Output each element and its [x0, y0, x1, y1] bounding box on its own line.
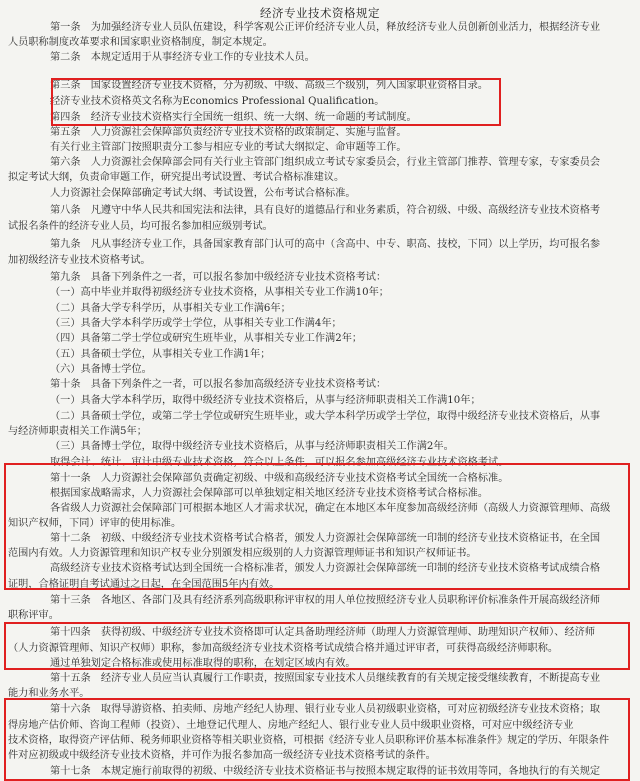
text-line: 试报名条件的经济专业人员，均可报名参加相应级别考试。 [8, 221, 273, 232]
text-line: 人力资源社会保障部确定考试大纲、考试设置，公布考试合格标准。 [50, 188, 356, 199]
document-title: 经济专业技术资格规定 [260, 6, 380, 20]
text-line: （一）具备大学本科学历，取得中级经济专业技术资格后，从事与经济师职责相关工作满10年； [50, 395, 481, 406]
text-line: 拟定考试大纲，负责命审题工作，研究提出考试设置、考试合格标准建议。 [8, 172, 345, 183]
text-line: 有关行业主管部门按照职责分工参与相应专业的考试大纲拟定、命审题等工作。 [50, 142, 407, 153]
text-line: 职称评审。 [8, 610, 59, 621]
text-line: 各省级人力资源社会保障部门可根据本地区人才需求状况，确定在本地区本年度参加高级经济师（高级人力资源管理师、高级 [50, 503, 611, 514]
text-line: 第九条 凡从事经济专业工作，具备国家教育部门认可的高中（含高中、中专、职高、技校，下同）以上学历，均可报名参 [50, 239, 601, 250]
text-line: 第十四条 获得初级、中级经济专业技术资格即可认定具备助理经济师（助理人力资源管理师、助理知识产权师）、经济师 [50, 627, 596, 638]
text-line: 经济专业技术资格英文名称为Economics Professional Qualification。 [50, 96, 385, 107]
text-line: 第十七条 本规定施行前取得的初级、中级经济专业技术资格证书与按照本规定取得的证书效用等同，各地执行的有关规定 [50, 766, 601, 777]
text-line: 知识产权师，下同）评审的使用标准。 [8, 518, 182, 529]
text-line: 第十五条 经济专业人员应当认真履行工作职责，按照国家专业技术人员继续教育的有关规定接受继续教育，不断提高专业 [50, 673, 601, 684]
text-line: 第十六条 取得导游资格、拍卖师、房地产经纪人协理、银行业专业人员初级职业资格，可对应初级经济专业技术资格；取 [50, 704, 601, 715]
text-line: （二）具备硕士学位，或第二学士学位或研究生班毕业，或大学本科学历或学士学位，取得中级经济专业技术资格后，从事 [50, 411, 601, 422]
text-line: 第十三条 各地区、各部门及具有经济系列高级职称评审权的用人单位按照经济专业人员职称评价标准条件开展高级经济师 [50, 595, 601, 606]
text-line: （三）具备博士学位，取得中级经济专业技术资格后，从事与经济师职责相关工作满2年。 [50, 441, 454, 452]
text-line: （一）高中毕业并取得初级经济专业技术资格，从事相关专业工作满10年； [50, 287, 389, 298]
text-line: 根据国家战略需求，人力资源社会保障部可以单独划定相关地区经济专业技术资格考试合格标准。 [50, 488, 489, 499]
text-line: 第六条 人力资源社会保障部会同有关行业主管部门组织成立考试专家委员会，行业主管部门推荐、管理专家，专家委员会 [50, 157, 601, 168]
text-line: 范围内有效。人力资源管理和知识产权专业分别颁发相应级别的人力资源管理师证书和知识产权师证书。 [8, 548, 477, 559]
text-line: （三）具备大学本科学历或学士学位，从事相关专业工作满4年； [50, 318, 342, 329]
text-line: 第九条 具备下列条件之一者，可以报名参加中级经济专业技术资格考试： [50, 272, 387, 283]
text-line: 第五条 人力资源社会保障部负责经济专业技术资格的政策制定、实施与监督。 [50, 127, 407, 138]
text-line: 件对应初级或中级经济专业技术资格，并可作为报名参加高一级经济专业技术资格考试的条件。 [8, 750, 436, 761]
text-line: 得房地产估价师、咨询工程师（投资）、土地登记代理人、房地产经纪人、银行业专业人员中级职业资格，可对应中级经济专业 [8, 720, 574, 731]
text-line: 第二条 本规定适用于从事经济专业工作的专业技术人员。 [50, 52, 315, 63]
text-line: 第四条 经济专业技术资格实行全国统一组织、统一大纲、统一命题的考试制度。 [50, 112, 417, 123]
text-line: 第一条 为加强经济专业人员队伍建设，科学客观公正评价经济专业人员，释放经济专业人员创新创业活力，根据经济专业 [50, 22, 601, 33]
text-line: 第十一条 人力资源社会保障部负责确定初级、中级和高级经济专业技术资格考试全国统一合格标准。 [50, 473, 509, 484]
text-line: 通过单独划定合格标准或使用标准取得的职称，在划定区域内有效。 [50, 658, 356, 669]
text-line: （六）具备博士学位。 [50, 364, 152, 375]
text-line: 第十二条 初级、中级经济专业技术资格考试合格者，颁发人力资源社会保障部统一印制的经济专业技术资格证书，在全国 [50, 533, 601, 544]
text-line: 与经济师职责相关工作满5年； [8, 426, 147, 437]
text-line: 第八条 凡遵守中华人民共和国宪法和法律，具有良好的道德品行和业务素质，符合初级、中级、高级经济专业技术资格考 [50, 205, 601, 216]
text-line: 第十条 具备下列条件之一者，可以报名参加高级经济专业技术资格考试： [50, 379, 387, 390]
text-line: （五）具备硕士学位，从事相关专业工作满1年； [50, 349, 271, 360]
text-line: 技术资格，取得资产评估师、税务师职业资格等相关职业资格，可根据《经济专业人员职称评价基本标准条件》规定的学历、年限条件 [8, 735, 610, 746]
text-line: 能力和业务水平。 [8, 688, 90, 699]
text-line: 高级经济专业技术资格考试达到全国统一合格标准者，颁发人力资源社会保障部统一印制的经济专业技术资格考试成绩合格 [50, 563, 601, 574]
text-line: （二）具备大学专科学历，从事相关专业工作满6年； [50, 303, 291, 314]
text-line: （四）具备第二学士学位或研究生班毕业，从事相关专业工作满2年； [50, 333, 363, 344]
text-line: （人力资源管理师、知识产权师）职称，参加高级经济专业技术资格考试成绩合格并通过评审者，可获得高级经济师职称。 [8, 643, 559, 654]
text-line: 证明，合格证明自考试通过之日起，在全国范围5年内有效。 [8, 579, 280, 590]
text-line: 取得会计、统计、审计中级专业技术资格，符合以上条件，可以报名参加高级经济专业技术资格考试。 [50, 457, 509, 468]
text-line: 人员职称制度改革要求和国家职业资格制度，制定本规定。 [8, 37, 273, 48]
text-line: 第三条 国家设置经济专业技术资格，分为初级、中级、高级三个级别，列入国家职业资格目录。 [50, 80, 489, 91]
text-line: 加初级经济专业技术资格考试。 [8, 255, 151, 266]
